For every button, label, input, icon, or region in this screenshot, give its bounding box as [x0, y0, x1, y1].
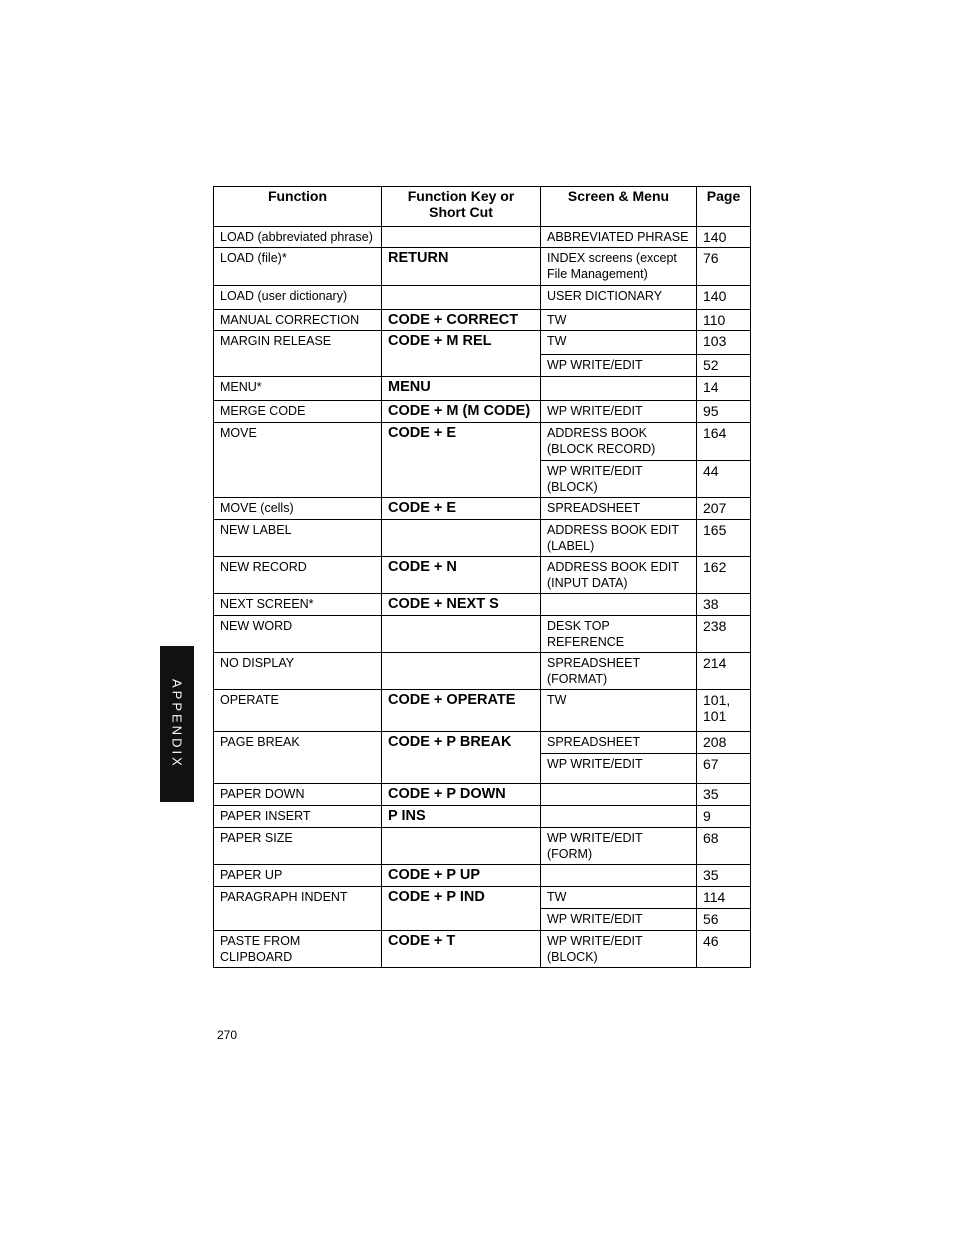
table-row	[214, 310, 751, 331]
cell-function-key: CODE + P BREAK	[382, 732, 541, 754]
table-row	[214, 248, 751, 286]
cell-page: 207	[697, 498, 751, 520]
table-row	[214, 557, 751, 594]
cell-page: 164	[697, 423, 751, 461]
cell-function	[214, 355, 382, 377]
table-row	[214, 331, 751, 355]
cell-function: PASTE FROM CLIPBOARD	[214, 931, 382, 968]
cell-screen-menu: ADDRESS BOOK EDIT (INPUT DATA)	[541, 557, 697, 594]
cell-screen-menu: TW	[541, 690, 697, 732]
cell-function-key	[382, 355, 541, 377]
function-reference-table	[213, 186, 751, 968]
cell-page: 110	[697, 310, 751, 331]
cell-function-key	[382, 909, 541, 931]
cell-function: LOAD (abbreviated phrase)	[214, 227, 382, 248]
cell-function-key: CODE + P IND	[382, 887, 541, 909]
cell-page: 9	[697, 806, 751, 828]
cell-function-key: CODE + E	[382, 423, 541, 461]
header-function: Function	[214, 187, 382, 227]
appendix-side-tab	[160, 646, 194, 802]
table-row	[214, 732, 751, 754]
cell-function: MENU*	[214, 377, 382, 401]
cell-function-key: CODE + N	[382, 557, 541, 594]
cell-page: 238	[697, 616, 751, 653]
cell-screen-menu: WP WRITE/EDIT	[541, 754, 697, 784]
cell-function: OPERATE	[214, 690, 382, 732]
cell-page: 67	[697, 754, 751, 784]
table-row	[214, 498, 751, 520]
table-row	[214, 931, 751, 968]
cell-function: LOAD (user dictionary)	[214, 286, 382, 310]
cell-screen-menu: TW	[541, 331, 697, 355]
cell-function-key: RETURN	[382, 248, 541, 286]
table-row	[214, 754, 751, 784]
cell-page: 103	[697, 331, 751, 355]
cell-screen-menu: WP WRITE/EDIT	[541, 355, 697, 377]
table-row	[214, 377, 751, 401]
cell-page: 208	[697, 732, 751, 754]
cell-function: NO DISPLAY	[214, 653, 382, 690]
cell-function: PAPER UP	[214, 865, 382, 887]
cell-function: NEW WORD	[214, 616, 382, 653]
cell-function	[214, 909, 382, 931]
cell-page: 214	[697, 653, 751, 690]
cell-page: 44	[697, 461, 751, 498]
table-row	[214, 784, 751, 806]
cell-function: NEW RECORD	[214, 557, 382, 594]
table-row	[214, 423, 751, 461]
table-row	[214, 594, 751, 616]
table-header-row	[214, 187, 751, 227]
cell-function-key: CODE + M (M CODE)	[382, 401, 541, 423]
cell-function-key: CODE + OPERATE	[382, 690, 541, 732]
cell-page: 35	[697, 865, 751, 887]
cell-screen-menu: DESK TOP REFERENCE	[541, 616, 697, 653]
cell-page: 162	[697, 557, 751, 594]
cell-screen-menu	[541, 806, 697, 828]
cell-page: 101, 101	[697, 690, 751, 732]
cell-page: 140	[697, 286, 751, 310]
cell-function: MARGIN RELEASE	[214, 331, 382, 355]
table-row	[214, 355, 751, 377]
cell-screen-menu: WP WRITE/EDIT (BLOCK)	[541, 461, 697, 498]
cell-screen-menu: USER DICTIONARY	[541, 286, 697, 310]
cell-function	[214, 754, 382, 784]
table-row	[214, 690, 751, 732]
cell-function-key: CODE + NEXT S	[382, 594, 541, 616]
table-row	[214, 806, 751, 828]
cell-page: 114	[697, 887, 751, 909]
header-screen-menu: Screen & Menu	[541, 187, 697, 227]
cell-page: 165	[697, 520, 751, 557]
cell-function-key	[382, 286, 541, 310]
table-row	[214, 401, 751, 423]
cell-screen-menu: SPREADSHEET	[541, 732, 697, 754]
cell-page: 38	[697, 594, 751, 616]
cell-screen-menu: TW	[541, 887, 697, 909]
cell-function: PAPER INSERT	[214, 806, 382, 828]
cell-screen-menu: ABBREVIATED PHRASE	[541, 227, 697, 248]
cell-page: 76	[697, 248, 751, 286]
cell-page: 95	[697, 401, 751, 423]
cell-function	[214, 461, 382, 498]
cell-screen-menu	[541, 594, 697, 616]
table-row	[214, 520, 751, 557]
cell-screen-menu: SPREADSHEET (FORMAT)	[541, 653, 697, 690]
cell-function-key	[382, 520, 541, 557]
cell-function: MOVE	[214, 423, 382, 461]
cell-function: MERGE CODE	[214, 401, 382, 423]
cell-function-key: CODE + T	[382, 931, 541, 968]
cell-page: 46	[697, 931, 751, 968]
cell-function-key	[382, 754, 541, 784]
cell-function-key: CODE + P UP	[382, 865, 541, 887]
cell-page: 52	[697, 355, 751, 377]
cell-function: LOAD (file)*	[214, 248, 382, 286]
cell-page: 35	[697, 784, 751, 806]
cell-function: PAPER SIZE	[214, 828, 382, 865]
cell-screen-menu: SPREADSHEET	[541, 498, 697, 520]
cell-screen-menu: INDEX screens (except File Management)	[541, 248, 697, 286]
cell-screen-menu: TW	[541, 310, 697, 331]
header-function-key: Function Key or Short Cut	[382, 187, 541, 227]
cell-function-key: P INS	[382, 806, 541, 828]
cell-page: 68	[697, 828, 751, 865]
table-row	[214, 227, 751, 248]
table-row	[214, 887, 751, 909]
cell-function-key	[382, 616, 541, 653]
table-row	[214, 828, 751, 865]
cell-screen-menu: WP WRITE/EDIT (BLOCK)	[541, 931, 697, 968]
cell-function-key	[382, 461, 541, 498]
page-number: 270	[217, 1028, 238, 1042]
table-row	[214, 616, 751, 653]
cell-screen-menu: WP WRITE/EDIT	[541, 909, 697, 931]
cell-function: MANUAL CORRECTION	[214, 310, 382, 331]
cell-screen-menu: WP WRITE/EDIT	[541, 401, 697, 423]
cell-function: MOVE (cells)	[214, 498, 382, 520]
cell-function-key	[382, 828, 541, 865]
cell-function: PAGE BREAK	[214, 732, 382, 754]
cell-function: NEXT SCREEN*	[214, 594, 382, 616]
table-row	[214, 286, 751, 310]
cell-function: PAPER DOWN	[214, 784, 382, 806]
cell-function-key: CODE + P DOWN	[382, 784, 541, 806]
table-row	[214, 461, 751, 498]
cell-function-key	[382, 653, 541, 690]
cell-function-key	[382, 227, 541, 248]
cell-screen-menu: WP WRITE/EDIT (FORM)	[541, 828, 697, 865]
table-row	[214, 865, 751, 887]
cell-function: PARAGRAPH INDENT	[214, 887, 382, 909]
cell-screen-menu: ADDRESS BOOK EDIT (LABEL)	[541, 520, 697, 557]
cell-function: NEW LABEL	[214, 520, 382, 557]
cell-function-key: CODE + E	[382, 498, 541, 520]
cell-page: 140	[697, 227, 751, 248]
cell-screen-menu	[541, 377, 697, 401]
table-row	[214, 653, 751, 690]
cell-page: 56	[697, 909, 751, 931]
cell-function-key: MENU	[382, 377, 541, 401]
table-row	[214, 909, 751, 931]
cell-screen-menu	[541, 865, 697, 887]
cell-function-key: CODE + CORRECT	[382, 310, 541, 331]
cell-screen-menu	[541, 784, 697, 806]
cell-function-key: CODE + M REL	[382, 331, 541, 355]
header-page: Page	[697, 187, 751, 227]
appendix-tab-label: APPENDIX	[169, 679, 185, 769]
cell-page: 14	[697, 377, 751, 401]
cell-screen-menu: ADDRESS BOOK (BLOCK RECORD)	[541, 423, 697, 461]
